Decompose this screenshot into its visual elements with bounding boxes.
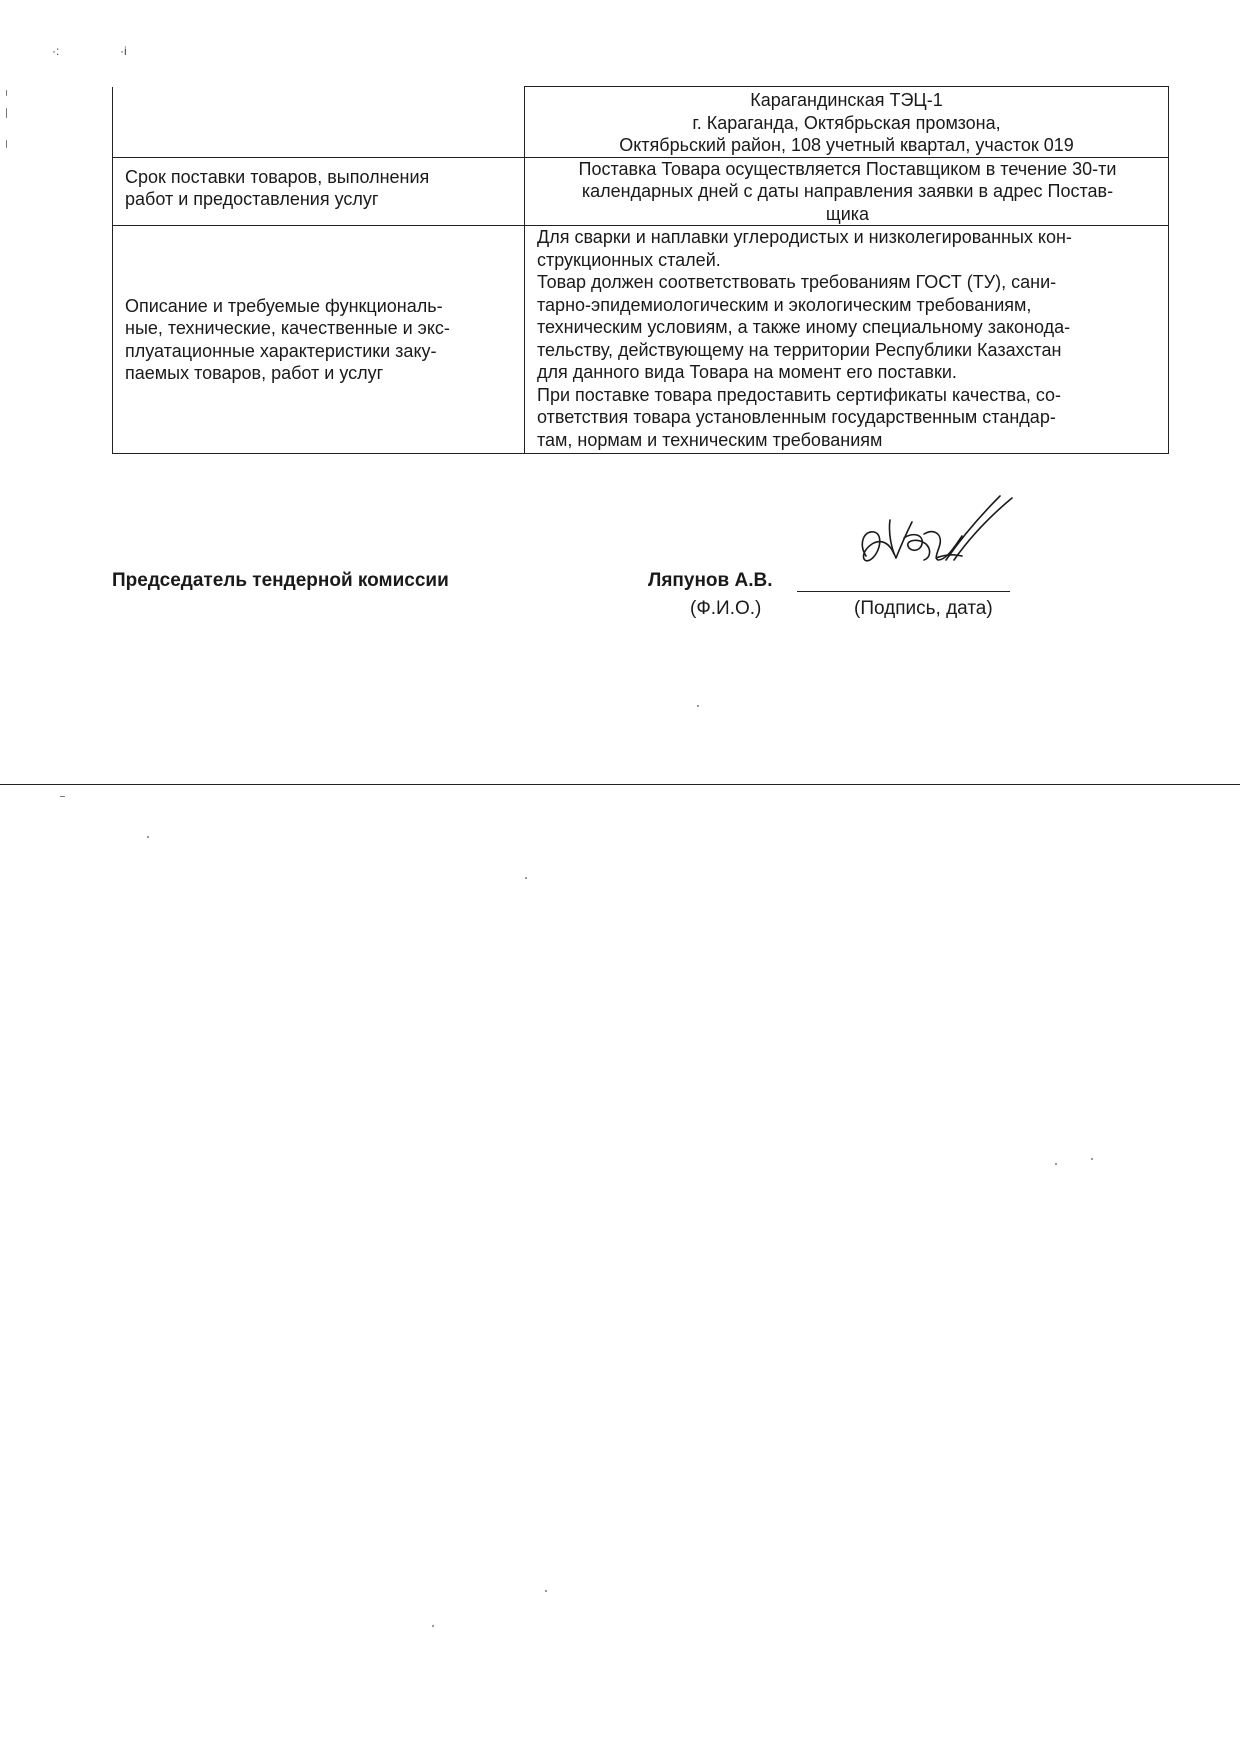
procurement-spec-table bbox=[112, 86, 1169, 454]
scan-speck bbox=[6, 90, 7, 96]
scan-speck bbox=[147, 836, 149, 838]
delivery-term-value-cell bbox=[525, 157, 1169, 226]
description-label-line-3: плуатационные характеристики заку- bbox=[125, 340, 437, 361]
scan-speck bbox=[60, 796, 65, 797]
scan-speck bbox=[432, 1625, 434, 1627]
description-value-line-9: ответствия товара установленным государственным стандар- bbox=[537, 407, 1056, 427]
table-row-delivery-term bbox=[113, 157, 1169, 226]
caption-fio: (Ф.И.О.) bbox=[690, 598, 762, 619]
scan-speck bbox=[545, 1590, 547, 1592]
chairman-name: Ляпунов А.В. bbox=[648, 570, 773, 591]
description-label-line-1: Описание и требуемые функциональ- bbox=[125, 295, 443, 316]
delivery-term-label-cell bbox=[113, 157, 525, 226]
scan-mark-left: ·: bbox=[52, 44, 60, 58]
description-value-line-10: там, нормам и техническим требованиям bbox=[537, 429, 883, 450]
scan-speck bbox=[697, 705, 699, 707]
description-value-cell bbox=[525, 226, 1169, 454]
description-label-cell bbox=[113, 226, 525, 454]
description-value-line-1: Для сварки и наплавки углеродистых и низколегированных кон- bbox=[537, 227, 1072, 247]
handwritten-signature bbox=[850, 494, 1020, 600]
description-value-line-7: для данного вида Товара на момент его поставки. bbox=[537, 362, 957, 382]
scan-speck bbox=[6, 108, 7, 118]
address-value-cell bbox=[525, 87, 1169, 158]
caption-signature-date: (Подпись, дата) bbox=[854, 598, 993, 619]
description-label-line-4: паемых товаров, работ и услуг bbox=[125, 363, 384, 383]
table-row-delivery-address bbox=[113, 87, 1169, 158]
description-value-line-6: тельству, действующему на территории Республики Казахстан bbox=[537, 339, 1062, 360]
description-value-line-8: При поставке товара предоставить сертификаты качества, со- bbox=[537, 384, 1062, 405]
description-value-line-2: струкционных сталей. bbox=[537, 249, 721, 270]
address-line-2: г. Караганда, Октябрьская промзона, bbox=[692, 112, 1001, 133]
description-value-line-3: Товар должен соответствовать требованиям ГОСТ (ТУ), сани- bbox=[537, 272, 1057, 292]
scan-speck bbox=[1091, 1158, 1093, 1160]
address-line-1: Карагандинская ТЭЦ-1 bbox=[750, 90, 943, 110]
scan-mark-right: ·i bbox=[120, 44, 127, 58]
delivery-term-value-line-2: календарных дней с даты направления заявки в адрес Постав- bbox=[581, 181, 1114, 201]
page-divider bbox=[0, 784, 1240, 785]
description-value-line-5: техническим условиям, а также иному специальному законода- bbox=[537, 317, 1071, 337]
scan-speck bbox=[525, 877, 527, 879]
address-line-3: Октябрьский район, 108 учетный квартал, участок 019 bbox=[619, 135, 1074, 155]
delivery-term-label-line-1: Срок поставки товаров, выполнения bbox=[125, 166, 430, 187]
scan-speck bbox=[6, 140, 7, 148]
delivery-term-value-line-1: Поставка Товара осуществляется Поставщиком в течение 30-ти bbox=[578, 158, 1117, 179]
delivery-term-value-line-3: щика bbox=[825, 203, 870, 224]
table-row-description bbox=[113, 226, 1169, 454]
scan-speck bbox=[1055, 1163, 1057, 1165]
description-value-line-4: тарно-эпидемиологическим и экологическим требованиям, bbox=[537, 294, 1032, 315]
chairman-title: Председатель тендерной комиссии bbox=[112, 570, 449, 591]
delivery-term-label-line-2: работ и предоставления услуг bbox=[125, 189, 379, 209]
address-label-cell bbox=[113, 87, 525, 158]
description-label-line-2: ные, технические, качественные и экс- bbox=[125, 318, 450, 338]
